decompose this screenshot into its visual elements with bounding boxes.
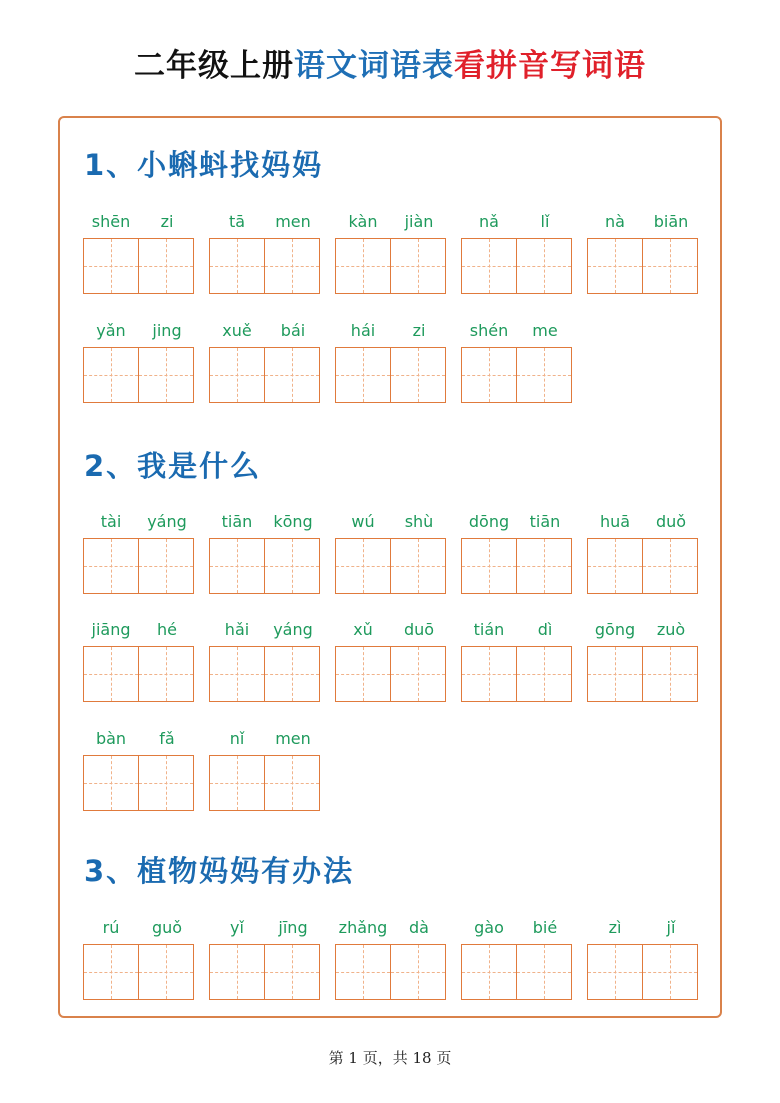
title-part-grade: 二年级上册 xyxy=(134,48,294,84)
writing-grid-box[interactable] xyxy=(209,944,265,1000)
pinyin-label: wú xyxy=(351,512,375,531)
page-title xyxy=(0,44,780,88)
pinyin-label: biān xyxy=(653,212,689,231)
writing-grid-box[interactable] xyxy=(138,538,194,594)
writing-grid-box[interactable] xyxy=(264,755,320,811)
writing-grid-box[interactable] xyxy=(642,538,698,594)
writing-grid-box[interactable] xyxy=(138,347,194,403)
writing-grid-box[interactable] xyxy=(209,646,265,702)
pinyin-label: men xyxy=(275,729,311,748)
writing-grid-box[interactable] xyxy=(138,755,194,811)
pinyin-label: hái xyxy=(350,321,376,340)
pinyin-label: tiān xyxy=(221,512,253,531)
writing-grid-box[interactable] xyxy=(516,238,572,294)
writing-grid-box[interactable] xyxy=(83,755,139,811)
pinyin-label: huā xyxy=(599,512,631,531)
writing-grid-box[interactable] xyxy=(83,238,139,294)
writing-grid-box[interactable] xyxy=(264,347,320,403)
writing-grid-box[interactable] xyxy=(516,538,572,594)
title-part-wordlist: 语文词语表 xyxy=(294,48,454,84)
pinyin-label: jiàn xyxy=(404,212,434,231)
writing-grid-box[interactable] xyxy=(138,944,194,1000)
pinyin-label: rú xyxy=(102,918,120,937)
pinyin-label: guǒ xyxy=(151,918,183,937)
writing-grid-box[interactable] xyxy=(335,347,391,403)
writing-grid-box[interactable] xyxy=(390,538,446,594)
pinyin-label: zi xyxy=(412,321,426,340)
writing-grid-box[interactable] xyxy=(138,238,194,294)
writing-grid-box[interactable] xyxy=(264,238,320,294)
writing-grid-box[interactable] xyxy=(264,944,320,1000)
pinyin-label: duō xyxy=(403,620,435,639)
pinyin-label: zuò xyxy=(656,620,686,639)
writing-grid-box[interactable] xyxy=(390,646,446,702)
writing-grid-box[interactable] xyxy=(335,538,391,594)
writing-grid-box[interactable] xyxy=(587,238,643,294)
pinyin-label: bàn xyxy=(95,729,127,748)
pinyin-label: bái xyxy=(280,321,306,340)
pinyin-label: gào xyxy=(474,918,504,937)
pinyin-label: gōng xyxy=(594,620,636,639)
pinyin-label: zì xyxy=(608,918,622,937)
pinyin-label: tiān xyxy=(529,512,561,531)
writing-grid-box[interactable] xyxy=(642,238,698,294)
writing-grid-box[interactable] xyxy=(461,238,517,294)
pinyin-label: nǎ xyxy=(479,212,499,231)
writing-grid-box[interactable] xyxy=(587,944,643,1000)
pinyin-label: hé xyxy=(157,620,177,639)
pinyin-label: shēn xyxy=(91,212,131,231)
writing-grid-box[interactable] xyxy=(209,238,265,294)
pinyin-label: tài xyxy=(100,512,122,531)
pinyin-label: zi xyxy=(160,212,174,231)
writing-grid-box[interactable] xyxy=(461,538,517,594)
pinyin-label: jiāng xyxy=(91,620,131,639)
writing-grid-box[interactable] xyxy=(461,944,517,1000)
pinyin-label: xǔ xyxy=(353,620,373,639)
pinyin-label: dà xyxy=(409,918,429,937)
pinyin-label: xuě xyxy=(222,321,252,340)
section-title: 3、植物妈妈有办法 xyxy=(84,854,355,888)
writing-grid-box[interactable] xyxy=(390,347,446,403)
pinyin-label: yǐ xyxy=(230,918,244,937)
writing-grid-box[interactable] xyxy=(642,646,698,702)
pinyin-label: hǎi xyxy=(224,620,250,639)
pinyin-label: yáng xyxy=(147,512,187,531)
pinyin-label: kōng xyxy=(273,512,313,531)
pinyin-label: nǐ xyxy=(229,729,245,748)
writing-grid-box[interactable] xyxy=(209,347,265,403)
pinyin-label: tā xyxy=(228,212,246,231)
pinyin-label: shén xyxy=(469,321,509,340)
writing-grid-box[interactable] xyxy=(138,646,194,702)
writing-grid-box[interactable] xyxy=(335,944,391,1000)
writing-grid-box[interactable] xyxy=(209,538,265,594)
pinyin-label: duǒ xyxy=(655,512,687,531)
pinyin-label: yǎn xyxy=(96,321,126,340)
pinyin-label: lǐ xyxy=(540,212,550,231)
writing-grid-box[interactable] xyxy=(390,238,446,294)
writing-grid-box[interactable] xyxy=(209,755,265,811)
writing-grid-box[interactable] xyxy=(83,646,139,702)
pinyin-label: me xyxy=(532,321,558,340)
pinyin-label: fǎ xyxy=(159,729,175,748)
pinyin-label: tián xyxy=(473,620,505,639)
writing-grid-box[interactable] xyxy=(83,347,139,403)
pinyin-label: nà xyxy=(605,212,625,231)
section-title: 1、小蝌蚪找妈妈 xyxy=(84,148,324,182)
writing-grid-box[interactable] xyxy=(83,538,139,594)
writing-grid-box[interactable] xyxy=(461,347,517,403)
writing-grid-box[interactable] xyxy=(83,944,139,1000)
writing-grid-box[interactable] xyxy=(335,238,391,294)
writing-grid-box[interactable] xyxy=(516,646,572,702)
pinyin-label: kàn xyxy=(348,212,378,231)
writing-grid-box[interactable] xyxy=(390,944,446,1000)
writing-grid-box[interactable] xyxy=(587,646,643,702)
writing-grid-box[interactable] xyxy=(642,944,698,1000)
writing-grid-box[interactable] xyxy=(516,347,572,403)
pinyin-label: jing xyxy=(152,321,182,340)
writing-grid-box[interactable] xyxy=(264,538,320,594)
pinyin-label: shù xyxy=(404,512,434,531)
pinyin-label: jǐ xyxy=(666,918,676,937)
writing-grid-box[interactable] xyxy=(516,944,572,1000)
pinyin-label: zhǎng xyxy=(338,918,388,937)
pinyin-label: yáng xyxy=(273,620,313,639)
pinyin-label: jīng xyxy=(278,918,308,937)
writing-grid-box[interactable] xyxy=(335,646,391,702)
page-footer: 第 1 页，共 18 页 xyxy=(328,1049,452,1067)
writing-grid-box[interactable] xyxy=(587,538,643,594)
pinyin-label: dì xyxy=(537,620,553,639)
writing-grid-box[interactable] xyxy=(461,646,517,702)
title-part-task: 看拼音写词语 xyxy=(454,48,646,84)
pinyin-label: men xyxy=(275,212,311,231)
pinyin-label: dōng xyxy=(468,512,510,531)
writing-grid-box[interactable] xyxy=(264,646,320,702)
section-title: 2、我是什么 xyxy=(84,449,262,483)
pinyin-label: bié xyxy=(532,918,558,937)
